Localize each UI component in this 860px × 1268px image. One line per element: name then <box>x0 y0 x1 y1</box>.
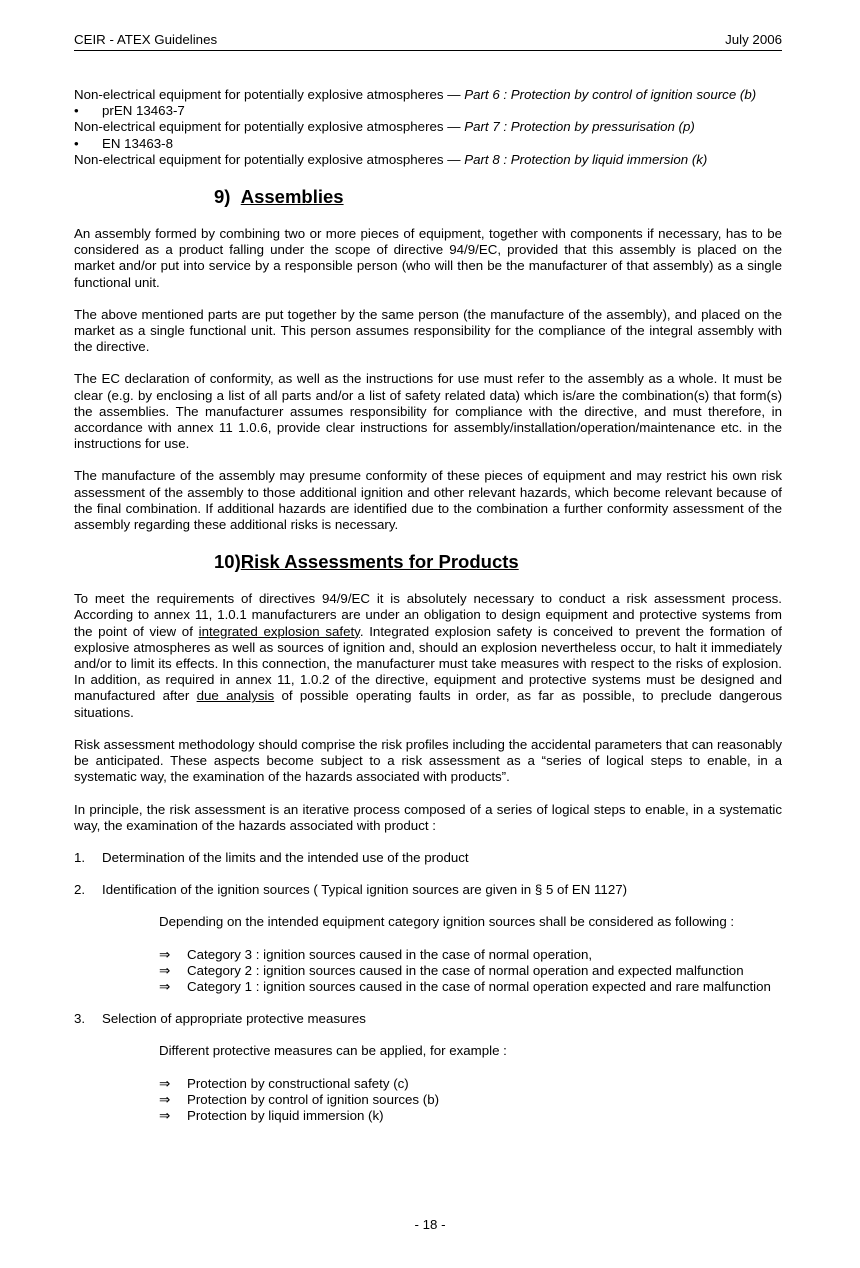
section-number: 10) <box>214 551 241 573</box>
paragraph: In principle, the risk assessment is an iterative process composed of a series of logical steps to enable, in a systematic way, the examination of the hazards associated with product : <box>74 801 782 833</box>
standard-part: Part 8 : Protection by liquid immersion (k) <box>464 151 708 167</box>
arrow-icon: ⇒ <box>159 1091 171 1107</box>
standard-part: Part 6 : Protection by control of ignition source (b) <box>464 87 757 102</box>
arrow-list-item <box>159 1092 782 1108</box>
arrow-icon: ⇒ <box>159 1107 171 1123</box>
text-run: To meet the requirements of directives 94/9/EC it is absolutely necessary to conduct a risk assessment process. According to annex 11, 1.0.1 manufacturers are under an obligation to design equipment and protective systems from the point of view of <box>74 591 782 639</box>
bullet-item <box>74 136 782 152</box>
standard-code: prEN 13463-7 <box>102 103 185 119</box>
arrow-item-text: Category 1 : ignition sources caused in the case of normal operation expected and rare malfunction <box>187 978 771 994</box>
paragraph: The manufacture of the assembly may presume conformity of these pieces of equipment and may restrict his own risk assessment of the assembly to those additional ignition and other relevant hazards, which become relevant because of the final combination. If additional hazards are identified due to the combination a further conformity assessment of the assembly regarding these additional risks is necessary. <box>74 468 782 533</box>
section-number: 9) <box>214 186 231 208</box>
standard-line-part7 <box>74 119 782 135</box>
standard-title: Non-electrical equipment for potentially explosive atmospheres — <box>74 151 465 167</box>
arrow-item-text: Protection by liquid immersion (k) <box>187 1107 384 1123</box>
header-date: July 2006 <box>725 32 782 47</box>
indented-paragraph: Different protective measures can be applied, for example : <box>159 1043 507 1059</box>
arrow-list <box>159 1076 782 1125</box>
item-text: Determination of the limits and the intended use of the product <box>102 849 469 865</box>
arrow-icon: ⇒ <box>159 1075 171 1091</box>
page-number: - 18 - <box>414 1217 446 1232</box>
section-title: Assemblies <box>240 186 344 208</box>
bullet-item <box>74 103 782 119</box>
standard-code: EN 13463-8 <box>102 135 173 151</box>
paragraph: The above mentioned parts are put together by the same person (the manufacture of the assembly), and placed on the market as a single functional unit. This person assumes responsibility for the compliance of the integral assembly with the directive. <box>74 306 782 355</box>
numbered-item <box>74 850 782 866</box>
indented-paragraph: Depending on the intended equipment category ignition sources shall be considered as following : <box>159 914 735 930</box>
paragraph: An assembly formed by combining two or more pieces of equipment, together with components if necessary, has to be considered as a product falling under the scope of directive 94/9/EC, provided that this assembly is placed on the market and/or put into service by a responsible person (who will then be the manufacturer of that assembly) as a single functional unit. <box>74 226 782 290</box>
arrow-list-item <box>159 947 782 963</box>
arrow-item-text: Category 3 : ignition sources caused in the case of normal operation, <box>187 946 593 962</box>
standard-line-part6 <box>74 87 782 103</box>
page-content <box>74 87 782 1140</box>
text-run: of possible operating faults in order, as far as possible, to preclude dangerous situations. <box>74 688 782 720</box>
section-heading-assemblies <box>214 186 782 208</box>
page-header <box>74 32 782 51</box>
arrow-icon: ⇒ <box>159 946 171 962</box>
arrow-item-text: Protection by control of ignition sources (b) <box>187 1091 440 1107</box>
item-number: 2. <box>74 882 86 898</box>
section-title: Risk Assessments for Products <box>240 551 519 573</box>
arrow-list-item <box>159 1076 782 1092</box>
arrow-list-item <box>159 963 782 979</box>
text-run: . Integrated explosion safety is conceived to prevent the formation of explosive atmospheres as well as sources of ignition and, should an explosion nevertheless occur, to halt it immediately and/or to limit its effects. In this connection, the manufacturer must take measures with respect to the risks of explosion. In addition, as required in annex 11, 1.0.2 of the directive, equipment and protective systems must be designed and manufactured after <box>74 623 782 704</box>
bullet-icon: • <box>74 135 79 151</box>
arrow-list-item <box>159 979 782 995</box>
item-text: Identification of the ignition sources ( Typical ignition sources are given in § 5 of EN 1127) <box>102 882 628 898</box>
arrow-item-text: Protection by constructional safety (c) <box>187 1075 409 1091</box>
paragraph: Risk assessment methodology should comprise the risk profiles including the accidental parameters that can reasonably be anticipated. These aspects become subject to a risk assessment as a “series of logical steps to enable, in a systematic way, the examination of the hazards associated with products”. <box>74 736 782 785</box>
bullet-icon: • <box>74 103 79 119</box>
paragraph <box>74 591 782 721</box>
arrow-icon: ⇒ <box>159 962 171 978</box>
standard-part: Part 7 : Protection by pressurisation (p) <box>464 119 695 135</box>
item-text: Selection of appropriate protective measures <box>102 1011 366 1027</box>
header-title: CEIR - ATEX Guidelines <box>74 32 218 47</box>
item-number: 3. <box>74 1011 86 1027</box>
underlined-term: due analysis <box>196 688 275 704</box>
item-number: 1. <box>74 849 86 865</box>
standard-title: Non-electrical equipment for potentially explosive atmospheres — <box>74 87 465 102</box>
underlined-term: integrated explosion safety <box>198 623 360 639</box>
standard-line-part8 <box>74 152 782 168</box>
paragraph: The EC declaration of conformity, as well as the instructions for use must refer to the assembly as a whole. It must be clear (e.g. by enclosing a list of all parts and/or a list of safety related data) which is/are the combination(s) that form(s) the assemblies. The manufacturer assumes responsibility for compliance with the directive, and must therefore, in accordance with annex 11 1.0.6, provide clear instructions for assembly/installation/operation/maintenance etc. in the instructions for use. <box>74 371 782 452</box>
standard-title: Non-electrical equipment for potentially explosive atmospheres — <box>74 119 465 135</box>
numbered-item <box>74 882 782 898</box>
arrow-list <box>159 947 782 996</box>
arrow-icon: ⇒ <box>159 978 171 994</box>
arrow-item-text: Category 2 : ignition sources caused in the case of normal operation and expected malfunction <box>187 962 744 978</box>
numbered-item <box>74 1011 782 1027</box>
section-heading-risk-assessments <box>214 551 782 573</box>
arrow-list-item <box>159 1108 782 1124</box>
